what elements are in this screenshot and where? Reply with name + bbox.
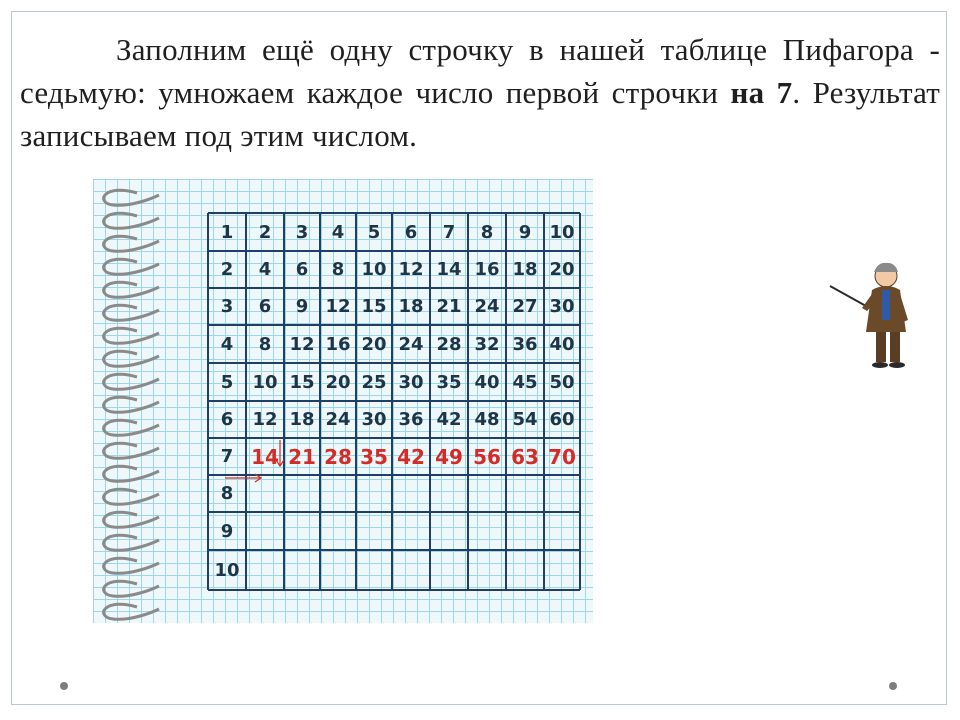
table-cell: 54 <box>512 409 538 430</box>
table-cell: 3 <box>295 221 309 243</box>
table-cell: 1 <box>220 221 234 243</box>
teacher-pointer-icon <box>828 258 920 373</box>
nav-dot-right <box>889 682 897 690</box>
table-cell: 6 <box>295 259 309 280</box>
table-cell: 30 <box>549 296 575 317</box>
table-cell: 4 <box>331 221 345 243</box>
table-cell: 16 <box>325 333 351 355</box>
table-cell: 70 <box>548 444 576 469</box>
table-cell: 18 <box>398 296 424 317</box>
table-cell: 24 <box>474 296 500 317</box>
table-cell: 16 <box>474 259 500 280</box>
table-cell: 8 <box>480 221 494 243</box>
table-cell: 28 <box>436 333 462 355</box>
table-cell: 6 <box>220 409 234 430</box>
table-cell: 12 <box>252 409 278 430</box>
table-cell: 18 <box>289 409 315 430</box>
table-cell: 8 <box>258 333 272 355</box>
table-cell: 30 <box>398 371 424 393</box>
table-cell: 12 <box>289 333 315 355</box>
table-cell: 4 <box>258 259 272 280</box>
table-cell: 36 <box>512 333 538 355</box>
table-cell: 15 <box>361 296 387 317</box>
table-cell: 9 <box>295 296 309 317</box>
table-cell: 24 <box>398 333 424 355</box>
table-cell: 20 <box>325 371 351 393</box>
instruction-bold: на 7 <box>730 75 793 110</box>
table-cell: 4 <box>220 333 234 355</box>
table-cell: 10 <box>549 221 575 243</box>
table-cell: 50 <box>549 371 575 393</box>
table-cell: 20 <box>361 333 387 355</box>
table-cell: 60 <box>549 409 575 430</box>
table-cell: 18 <box>512 259 538 280</box>
instruction-end: . Результат записываем под этим числом. <box>20 75 940 153</box>
table-cell: 14 <box>251 444 279 469</box>
table-cell: 5 <box>220 371 234 393</box>
table-cell: 2 <box>258 221 272 243</box>
table-cell: 42 <box>436 409 462 430</box>
table-cell: 5 <box>367 221 381 243</box>
table-cell: 6 <box>258 296 272 317</box>
table-cell: 28 <box>324 444 352 469</box>
table-cell: 12 <box>325 296 351 317</box>
table-cell: 9 <box>220 520 234 542</box>
table-cell: 6 <box>404 221 418 243</box>
table-cell: 9 <box>518 221 532 243</box>
table-cell: 30 <box>361 409 387 430</box>
table-cell: 35 <box>360 444 388 469</box>
table-cell: 49 <box>435 444 463 469</box>
instruction-main: Заполним ещё одну строчку в нашей таблице Пифагора - седьмую: умножаем каждое число первой строчки <box>20 32 940 110</box>
table-cell: 7 <box>442 221 456 243</box>
table-cell: 42 <box>397 444 425 469</box>
table-cell: 21 <box>436 296 462 317</box>
table-cell: 2 <box>220 259 234 280</box>
nav-dot-left <box>60 682 68 690</box>
table-cell: 8 <box>331 259 345 280</box>
table-cell: 63 <box>511 444 539 469</box>
table-cell: 12 <box>398 259 424 280</box>
table-cell: 36 <box>398 409 424 430</box>
table-cell: 10 <box>361 259 387 280</box>
table-cell: 3 <box>220 296 234 317</box>
table-cell: 8 <box>220 483 234 504</box>
table-cell: 24 <box>325 409 351 430</box>
table-cell: 35 <box>436 371 462 393</box>
table-cell: 10 <box>214 559 240 581</box>
table-cell: 10 <box>252 371 278 393</box>
table-cell: 45 <box>512 371 538 393</box>
table-cell: 14 <box>436 259 462 280</box>
table-cell: 20 <box>549 259 575 280</box>
table-cell: 32 <box>474 333 500 355</box>
table-cell: 48 <box>474 409 500 430</box>
table-cell: 40 <box>474 371 500 393</box>
table-cell: 15 <box>289 371 315 393</box>
table-cell: 56 <box>473 444 501 469</box>
table-cell: 40 <box>549 333 575 355</box>
table-cell: 21 <box>288 444 316 469</box>
table-cell: 7 <box>220 446 234 467</box>
table-cell: 25 <box>361 371 387 393</box>
table-cell: 27 <box>512 296 538 317</box>
